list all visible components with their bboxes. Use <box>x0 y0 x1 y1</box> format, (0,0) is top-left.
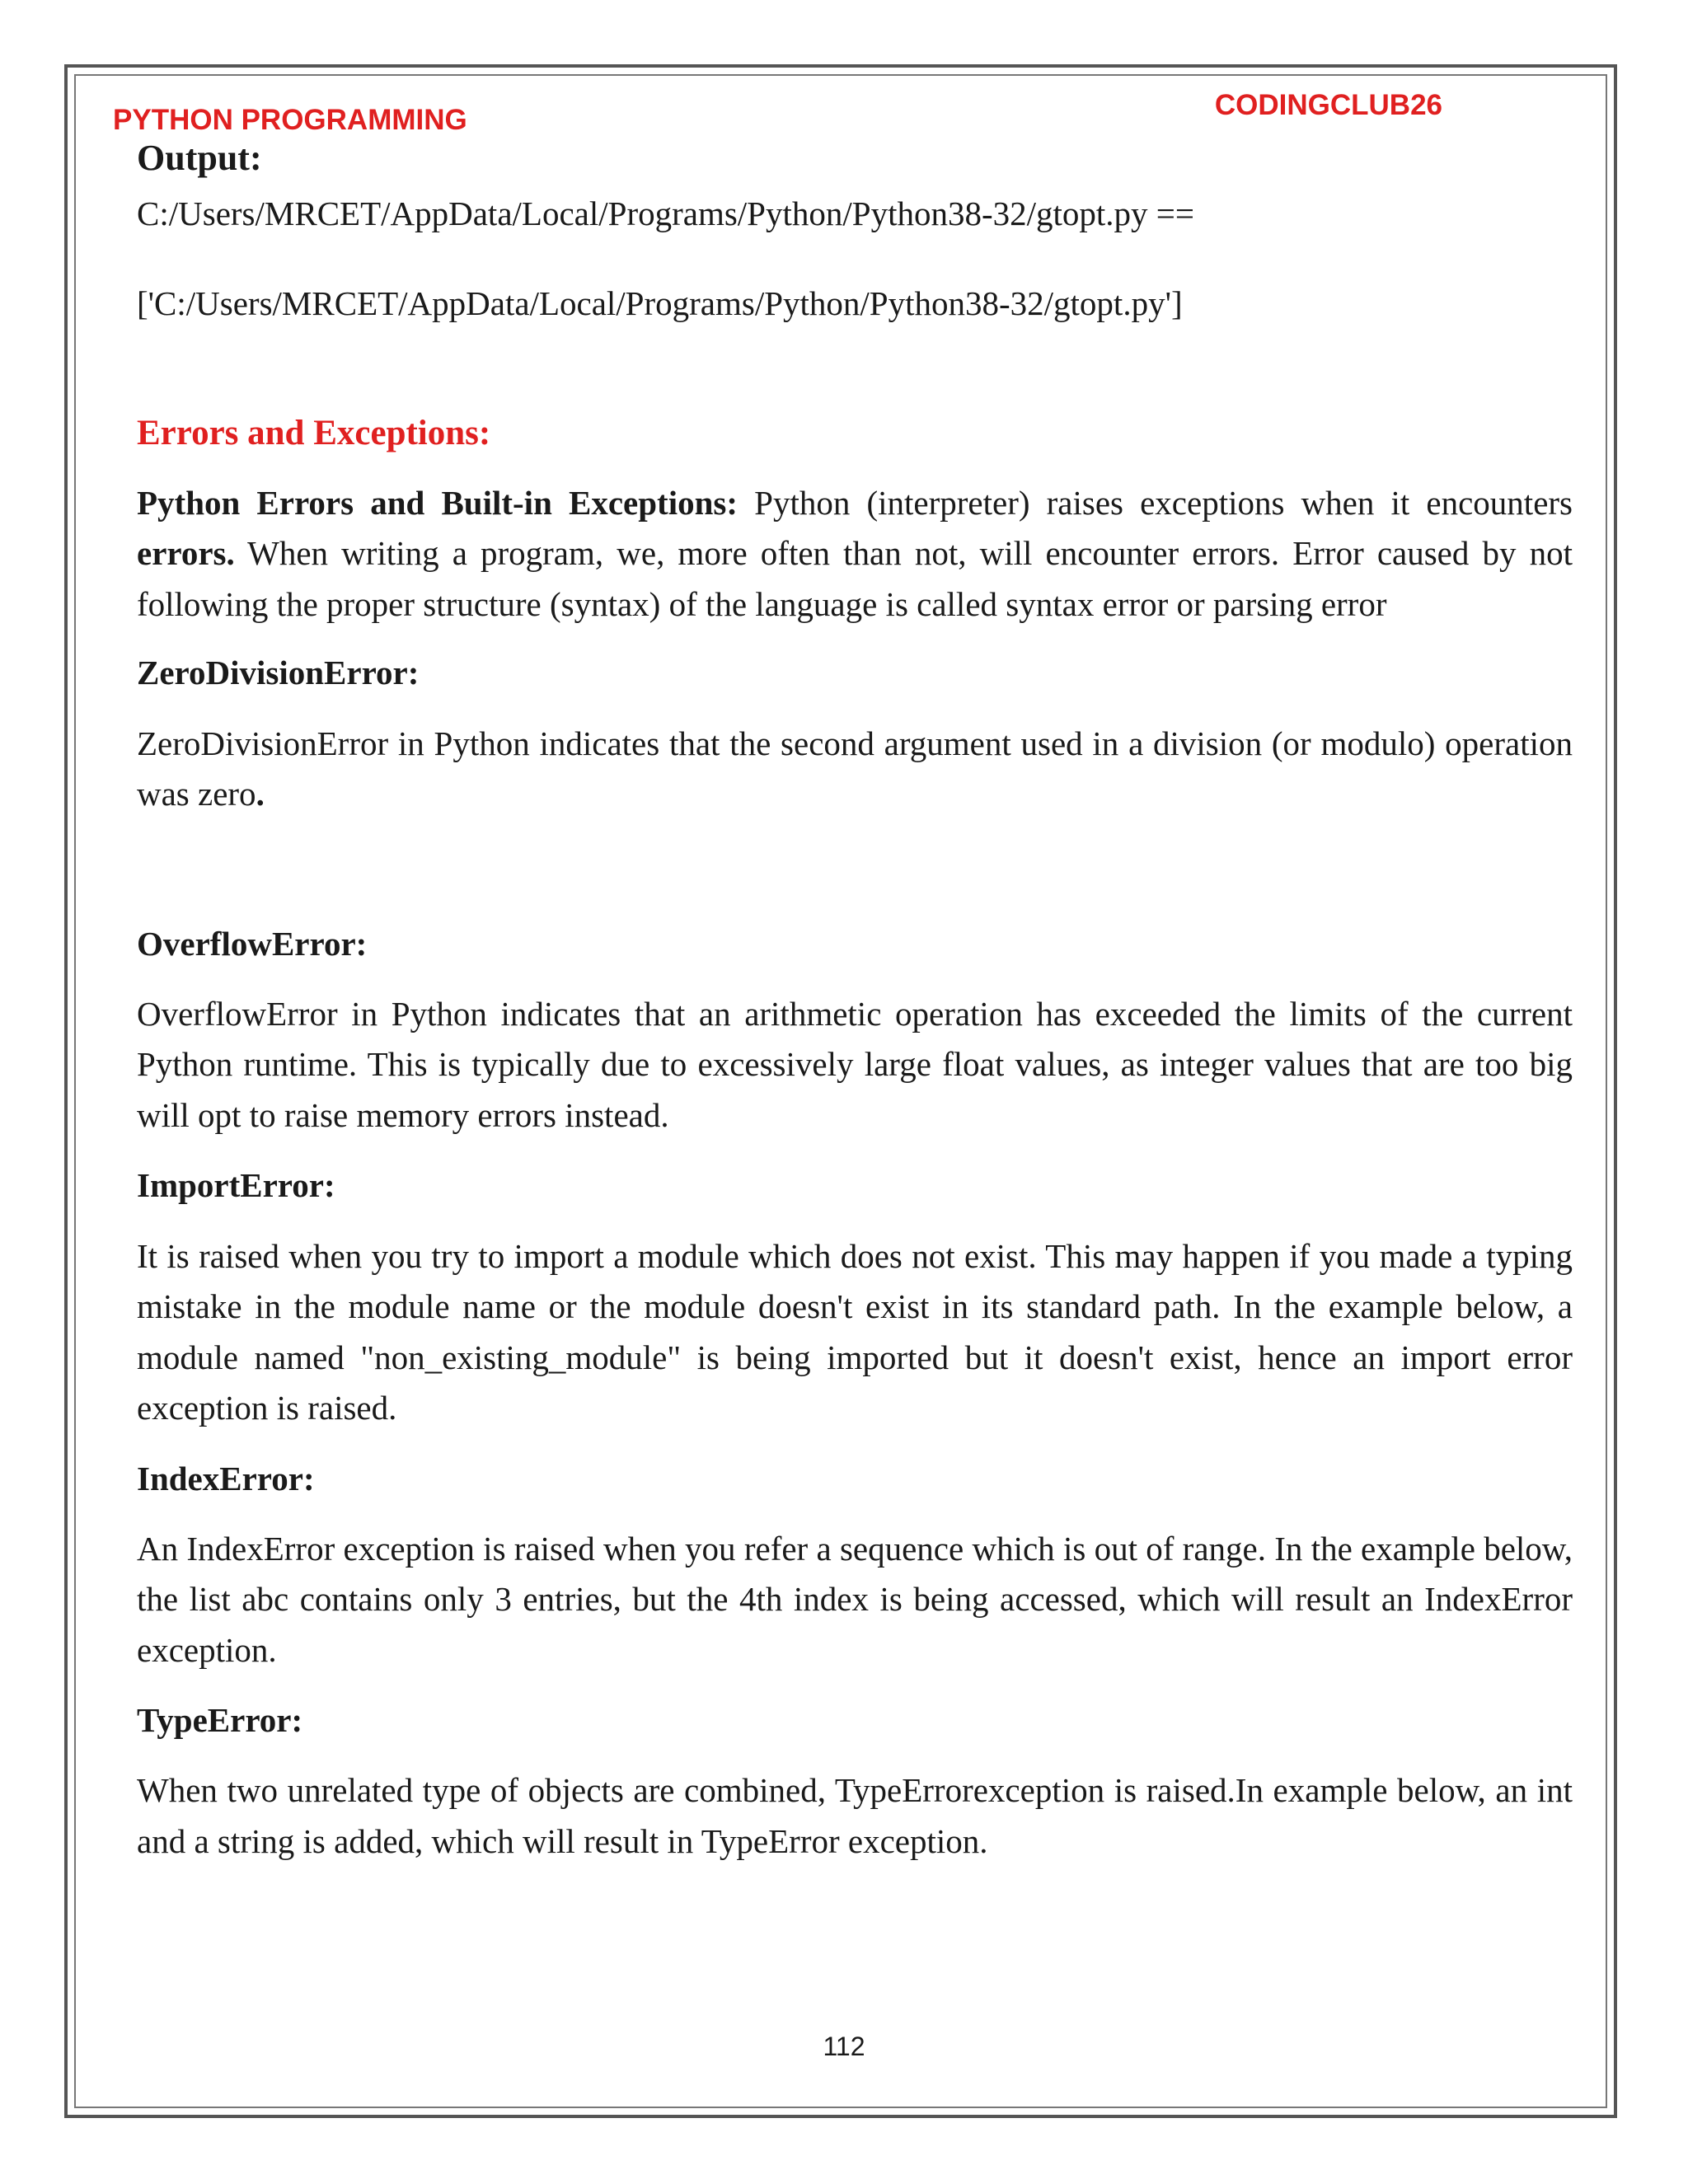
type-heading: TypeError: <box>137 1701 303 1740</box>
overflow-paragraph: OverflowError in Python indicates that an arithmetic operation has exceeded the limits of the current Python runtime. This is typically due to excessively large float values, as integer values that are too big will opt to raise memory errors instead. <box>137 994 1573 1134</box>
header-course-title: PYTHON PROGRAMMING <box>113 104 467 136</box>
output-heading: Output: <box>137 138 262 178</box>
zero-division-text: ZeroDivisionError in Python indicates that the second argument used in a division (or modulo) operation was zero <box>137 724 1573 813</box>
type-paragraph: When two unrelated type of objects are combined, TypeErrorexception is raised.In example below, an int and a string is added, which will result in TypeError exception. <box>137 1771 1573 1860</box>
overflow-heading: OverflowError: <box>137 924 368 963</box>
import-heading: ImportError: <box>137 1166 335 1205</box>
index-heading: IndexError: <box>137 1459 315 1497</box>
page-content <box>137 137 1573 1867</box>
intro-text-a: Python (interpreter) raises exceptions when it encounters <box>738 483 1573 522</box>
header-club-name: CODINGCLUB26 <box>1214 89 1442 121</box>
zero-division-period: . <box>256 775 265 813</box>
intro-bold-word: errors. <box>137 534 235 573</box>
intro-bold-lead: Python Errors and Built-in Exceptions: <box>137 483 738 522</box>
zero-division-paragraph <box>137 719 1573 820</box>
output-line-2: ['C:/Users/MRCET/AppData/Local/Programs/Python/Python38-32/gtopt.py'] <box>137 284 1183 323</box>
import-paragraph: It is raised when you try to import a module which does not exist. This may happen if you made a typing mistake in the module name or the module doesn't exist in its standard path. In the example below, a module named "non_existing_module" is being imported but it doesn't exist, hence an import error exception is raised. <box>137 1236 1573 1427</box>
index-paragraph: An IndexError exception is raised when you refer a sequence which is out of range. In the example below, the list abc contains only 3 entries, but the 4th index is being accessed, which will result an IndexError exception. <box>137 1529 1573 1669</box>
intro-paragraph <box>137 478 1573 630</box>
intro-text-b: When writing a program, we, more often than not, will encounter errors. Error caused by not following the proper structure (syntax) of the language is called syntax error or parsing error <box>137 534 1573 623</box>
output-line-1: C:/Users/MRCET/AppData/Local/Programs/Python/Python38-32/gtopt.py == <box>137 194 1195 232</box>
page-number: 112 <box>823 2032 865 2061</box>
section-title: Errors and Exceptions: <box>137 414 491 453</box>
zero-division-heading: ZeroDivisionError: <box>137 654 420 692</box>
